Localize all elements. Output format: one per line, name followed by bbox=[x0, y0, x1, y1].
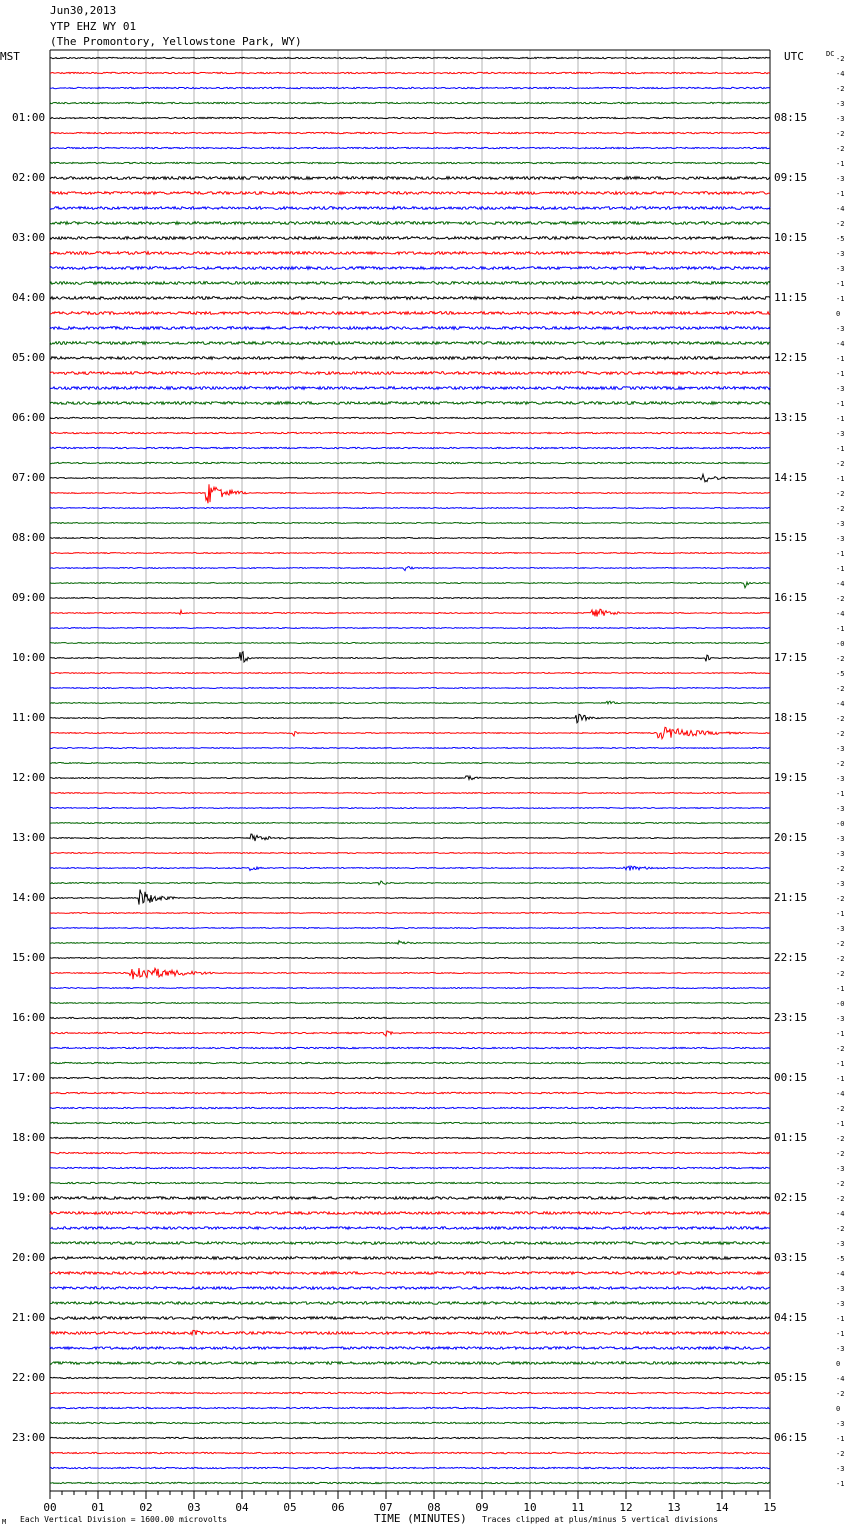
dc-offset-value: -3 bbox=[836, 805, 845, 813]
dc-offset-value: -2 bbox=[836, 145, 845, 153]
trace-blue bbox=[50, 1287, 770, 1290]
mst-hour-label: 04:00 bbox=[12, 291, 46, 304]
trace-green bbox=[50, 342, 770, 345]
dc-offset-value: -2 bbox=[836, 970, 845, 978]
utc-hour-label: 10:15 bbox=[774, 231, 808, 244]
x-tick-label: 14 bbox=[715, 1501, 729, 1514]
utc-hour-label: 15:15 bbox=[774, 531, 808, 544]
x-tick-label: 09 bbox=[475, 1501, 489, 1514]
dc-offset-value: -2 bbox=[836, 955, 845, 963]
trace-red bbox=[50, 432, 770, 433]
trace-black bbox=[50, 297, 770, 300]
mst-hour-label: 06:00 bbox=[12, 411, 46, 424]
trace-red bbox=[50, 1392, 770, 1393]
dc-offset-value: -3 bbox=[836, 175, 845, 183]
utc-hour-label: 14:15 bbox=[774, 471, 808, 484]
dc-offset-value: -0 bbox=[836, 820, 845, 828]
mst-hour-label: 01:00 bbox=[12, 111, 46, 124]
trace-green bbox=[50, 823, 770, 824]
mst-hour-label: 17:00 bbox=[12, 1071, 46, 1084]
dc-offset-value: -3 bbox=[836, 1165, 845, 1173]
utc-hour-label: 09:15 bbox=[774, 171, 808, 184]
dc-offset-value: -3 bbox=[836, 925, 845, 933]
x-tick-label: 06 bbox=[331, 1501, 345, 1514]
dc-offset-value: -3 bbox=[836, 325, 845, 333]
trace-green bbox=[50, 1182, 770, 1183]
trace-green bbox=[50, 1003, 770, 1004]
trace-black bbox=[50, 1017, 770, 1018]
x-tick-label: 00 bbox=[43, 1501, 57, 1514]
dc-offset-value: -2 bbox=[836, 130, 845, 138]
trace-black bbox=[50, 652, 770, 662]
trace-green bbox=[50, 1362, 770, 1365]
trace-blue bbox=[50, 748, 770, 749]
dc-offset-value: -2 bbox=[836, 1225, 845, 1233]
dc-offset-value: -3 bbox=[836, 1420, 845, 1428]
trace-blue bbox=[50, 1047, 770, 1048]
trace-blue bbox=[50, 267, 770, 270]
trace-red bbox=[50, 1452, 770, 1453]
plot-date: Jun30,2013 bbox=[50, 4, 117, 17]
mst-hour-label: 14:00 bbox=[12, 891, 46, 904]
mst-hour-label: 18:00 bbox=[12, 1131, 46, 1144]
mst-hour-label: 16:00 bbox=[12, 1011, 46, 1024]
trace-blue bbox=[50, 327, 770, 330]
trace-green bbox=[50, 162, 770, 163]
mst-hour-label: 08:00 bbox=[12, 531, 46, 544]
dc-offset-value: -3 bbox=[836, 880, 845, 888]
dc-offset-value: -2 bbox=[836, 460, 845, 468]
trace-red bbox=[50, 484, 770, 503]
trace-red bbox=[50, 312, 770, 315]
trace-green bbox=[50, 582, 770, 588]
dc-offset-value: -4 bbox=[836, 1210, 845, 1218]
mst-hour-label: 19:00 bbox=[12, 1191, 46, 1204]
trace-red bbox=[50, 968, 770, 979]
utc-hour-label: 02:15 bbox=[774, 1191, 808, 1204]
dc-offset-value: -4 bbox=[836, 580, 845, 588]
dc-offset-value: -1 bbox=[836, 415, 845, 423]
trace-red bbox=[50, 372, 770, 375]
trace-blue bbox=[50, 387, 770, 390]
x-tick-label: 07 bbox=[379, 1501, 393, 1514]
dc-offset-value: -5 bbox=[836, 670, 845, 678]
mst-hour-label: 07:00 bbox=[12, 471, 46, 484]
footer-mark: M bbox=[2, 1518, 7, 1526]
trace-blue bbox=[50, 567, 770, 571]
dc-offset-value: -2 bbox=[836, 490, 845, 498]
dc-offset-value: -3 bbox=[836, 745, 845, 753]
dc-offset-value: -5 bbox=[836, 1255, 845, 1263]
dc-offset-value: -3 bbox=[836, 430, 845, 438]
utc-hour-label: 18:15 bbox=[774, 711, 808, 724]
x-tick-label: 02 bbox=[139, 1501, 153, 1514]
dc-offset-value: -2 bbox=[836, 220, 845, 228]
dc-offset-value: -1 bbox=[836, 355, 845, 363]
trace-red bbox=[50, 1272, 770, 1275]
trace-red bbox=[50, 72, 770, 73]
utc-hour-label: 08:15 bbox=[774, 111, 808, 124]
dc-offset-value: -2 bbox=[836, 1135, 845, 1143]
utc-hour-label: 23:15 bbox=[774, 1011, 808, 1024]
dc-offset-value: -1 bbox=[836, 625, 845, 633]
trace-black bbox=[50, 57, 770, 58]
trace-blue bbox=[50, 688, 770, 689]
dc-offset-value: -2 bbox=[836, 595, 845, 603]
dc-offset-value: -2 bbox=[836, 865, 845, 873]
dc-offset-value: -1 bbox=[836, 1315, 845, 1323]
trace-black bbox=[50, 1437, 770, 1438]
trace-red bbox=[50, 727, 770, 738]
division-note: Each Vertical Division = 1600.00 microvolts bbox=[20, 1515, 228, 1524]
trace-green bbox=[50, 941, 770, 944]
dc-offset-value: -1 bbox=[836, 370, 845, 378]
dc-offset-value: -1 bbox=[836, 1480, 845, 1488]
trace-blue bbox=[50, 447, 770, 448]
dc-offset-value: -3 bbox=[836, 1345, 845, 1353]
trace-green bbox=[50, 1242, 770, 1245]
dc-offset-value: -3 bbox=[836, 115, 845, 123]
utc-hour-label: 03:15 bbox=[774, 1251, 808, 1264]
dc-offset-value: -0 bbox=[836, 1000, 845, 1008]
trace-black bbox=[50, 598, 770, 599]
utc-label: UTC bbox=[784, 50, 804, 63]
trace-red bbox=[50, 553, 770, 554]
dc-offset-value: -1 bbox=[836, 1120, 845, 1128]
trace-green bbox=[50, 1302, 770, 1305]
dc-offset-value: -3 bbox=[836, 1015, 845, 1023]
dc-offset-value: -2 bbox=[836, 760, 845, 768]
trace-black bbox=[50, 714, 770, 722]
utc-hour-label: 00:15 bbox=[774, 1071, 808, 1084]
utc-hour-label: 04:15 bbox=[774, 1311, 808, 1324]
trace-black bbox=[50, 834, 770, 841]
utc-hour-label: 12:15 bbox=[774, 351, 808, 364]
trace-black bbox=[50, 117, 770, 118]
dc-offset-value: -1 bbox=[836, 550, 845, 558]
dc-offset-value: -1 bbox=[836, 790, 845, 798]
dc-offset-value: -1 bbox=[836, 400, 845, 408]
dc-offset-value: -4 bbox=[836, 610, 845, 618]
trace-red bbox=[50, 1212, 770, 1215]
trace-red bbox=[50, 673, 770, 674]
dc-offset-value: -3 bbox=[836, 775, 845, 783]
dc-offset-value: -2 bbox=[836, 715, 845, 723]
dc-offset-value: -4 bbox=[836, 700, 845, 708]
utc-hour-label: 16:15 bbox=[774, 591, 808, 604]
dc-offset-value: -2 bbox=[836, 1195, 845, 1203]
trace-red bbox=[50, 609, 770, 616]
trace-blue bbox=[50, 928, 770, 929]
dc-offset-value: -4 bbox=[836, 70, 845, 78]
trace-black bbox=[50, 776, 770, 780]
x-tick-label: 01 bbox=[91, 1501, 105, 1514]
dc-offset-value: 0 bbox=[836, 1405, 841, 1413]
trace-black bbox=[50, 417, 770, 418]
utc-hour-label: 20:15 bbox=[774, 831, 808, 844]
dc-offset-value: -3 bbox=[836, 850, 845, 858]
mst-hour-label: 20:00 bbox=[12, 1251, 46, 1264]
dc-offset-value: -1 bbox=[836, 190, 845, 198]
trace-green bbox=[50, 701, 770, 704]
mst-hour-label: 13:00 bbox=[12, 831, 46, 844]
dc-offset-value: -1 bbox=[836, 1435, 845, 1443]
dc-offset-value: -5 bbox=[836, 235, 845, 243]
dc-offset-value: -1 bbox=[836, 475, 845, 483]
dc-offset-value: -4 bbox=[836, 1090, 845, 1098]
dc-label: DC bbox=[826, 50, 835, 58]
mst-hour-label: 05:00 bbox=[12, 351, 46, 364]
trace-red bbox=[50, 913, 770, 914]
trace-green bbox=[50, 102, 770, 103]
trace-blue bbox=[50, 1467, 770, 1468]
trace-black bbox=[50, 357, 770, 360]
dc-offset-value: -2 bbox=[836, 1390, 845, 1398]
x-tick-label: 13 bbox=[667, 1501, 681, 1514]
trace-red bbox=[50, 192, 770, 195]
utc-hour-label: 05:15 bbox=[774, 1371, 808, 1384]
mst-hour-label: 21:00 bbox=[12, 1311, 46, 1324]
x-tick-label: 05 bbox=[283, 1501, 297, 1514]
dc-offset-value: -3 bbox=[836, 265, 845, 273]
trace-green bbox=[50, 1422, 770, 1423]
dc-offset-value: -2 bbox=[836, 505, 845, 513]
dc-offset-value: -1 bbox=[836, 445, 845, 453]
x-tick-label: 15 bbox=[763, 1501, 777, 1514]
trace-blue bbox=[50, 207, 770, 210]
trace-black bbox=[50, 1317, 770, 1320]
trace-green bbox=[50, 1122, 770, 1123]
dc-offset-value: -2 bbox=[836, 655, 845, 663]
dc-offset-value: -1 bbox=[836, 1075, 845, 1083]
x-tick-label: 04 bbox=[235, 1501, 249, 1514]
dc-offset-value: -2 bbox=[836, 1045, 845, 1053]
trace-blue bbox=[50, 988, 770, 989]
dc-offset-value: -3 bbox=[836, 1240, 845, 1248]
trace-black bbox=[50, 1137, 770, 1138]
trace-blue bbox=[50, 508, 770, 509]
station-location: (The Promontory, Yellowstone Park, WY) bbox=[50, 35, 302, 48]
trace-blue bbox=[50, 87, 770, 88]
trace-red bbox=[50, 793, 770, 794]
dc-offset-value: -3 bbox=[836, 1285, 845, 1293]
dc-offset-value: -3 bbox=[836, 250, 845, 258]
mst-label: MST bbox=[0, 50, 20, 63]
dc-offset-value: -1 bbox=[836, 1060, 845, 1068]
dc-offset-value: -4 bbox=[836, 340, 845, 348]
trace-black bbox=[50, 1077, 770, 1078]
dc-offset-value: -2 bbox=[836, 940, 845, 948]
dc-offset-value: -1 bbox=[836, 295, 845, 303]
dc-offset-value: -3 bbox=[836, 1300, 845, 1308]
mst-hour-label: 11:00 bbox=[12, 711, 46, 724]
dc-offset-value: 0 bbox=[836, 1360, 841, 1368]
trace-green bbox=[50, 881, 770, 885]
trace-black bbox=[50, 177, 770, 180]
mst-hour-label: 12:00 bbox=[12, 771, 46, 784]
x-tick-label: 03 bbox=[187, 1501, 201, 1514]
x-tick-label: 11 bbox=[571, 1501, 585, 1514]
trace-green bbox=[50, 643, 770, 644]
dc-offset-value: -1 bbox=[836, 280, 845, 288]
trace-green bbox=[50, 1482, 770, 1483]
dc-offset-value: -1 bbox=[836, 160, 845, 168]
dc-offset-value: -3 bbox=[836, 100, 845, 108]
x-tick-label: 08 bbox=[427, 1501, 441, 1514]
dc-offset-value: -3 bbox=[836, 520, 845, 528]
trace-green bbox=[50, 462, 770, 463]
dc-offset-value: -2 bbox=[836, 85, 845, 93]
trace-black bbox=[50, 474, 770, 481]
utc-hour-label: 19:15 bbox=[774, 771, 808, 784]
dc-offset-value: -0 bbox=[836, 640, 845, 648]
trace-blue bbox=[50, 1407, 770, 1408]
trace-blue bbox=[50, 808, 770, 809]
utc-hour-label: 22:15 bbox=[774, 951, 808, 964]
dc-offset-value: -1 bbox=[836, 985, 845, 993]
clip-note: Traces clipped at plus/minus 5 vertical divisions bbox=[482, 1515, 719, 1524]
dc-offset-value: -2 bbox=[836, 1450, 845, 1458]
trace-blue bbox=[50, 1107, 770, 1108]
trace-green bbox=[50, 1062, 770, 1063]
trace-black bbox=[50, 958, 770, 959]
trace-red bbox=[50, 252, 770, 255]
x-tick-label: 10 bbox=[523, 1501, 537, 1514]
trace-blue bbox=[50, 628, 770, 629]
utc-hour-label: 21:15 bbox=[774, 891, 808, 904]
trace-green bbox=[50, 523, 770, 524]
mst-hour-label: 10:00 bbox=[12, 651, 46, 664]
dc-offset-value: 0 bbox=[836, 310, 841, 318]
dc-offset-value: -1 bbox=[836, 1030, 845, 1038]
trace-blue bbox=[50, 1167, 770, 1168]
trace-red bbox=[50, 853, 770, 854]
trace-green bbox=[50, 222, 770, 225]
dc-offset-value: -1 bbox=[836, 910, 845, 918]
dc-offset-value: -2 bbox=[836, 1105, 845, 1113]
dc-offset-value: -1 bbox=[836, 1330, 845, 1338]
dc-offset-value: -2 bbox=[836, 685, 845, 693]
trace-red bbox=[50, 1092, 770, 1093]
trace-black bbox=[50, 1257, 770, 1260]
trace-red bbox=[50, 1031, 770, 1036]
utc-hour-label: 13:15 bbox=[774, 411, 808, 424]
dc-offset-value: -2 bbox=[836, 55, 845, 63]
dc-offset-value: -2 bbox=[836, 1150, 845, 1158]
mst-hour-label: 09:00 bbox=[12, 591, 46, 604]
trace-green bbox=[50, 282, 770, 285]
trace-red bbox=[50, 1152, 770, 1153]
mst-hour-label: 22:00 bbox=[12, 1371, 46, 1384]
dc-offset-value: -2 bbox=[836, 895, 845, 903]
trace-black bbox=[50, 890, 770, 905]
trace-green bbox=[50, 763, 770, 764]
trace-blue bbox=[50, 866, 770, 870]
trace-red bbox=[50, 1330, 770, 1334]
trace-black bbox=[50, 538, 770, 539]
dc-offset-value: -4 bbox=[836, 205, 845, 213]
utc-hour-label: 17:15 bbox=[774, 651, 808, 664]
station-code: YTP EHZ WY 01 bbox=[50, 20, 137, 33]
mst-hour-label: 15:00 bbox=[12, 951, 46, 964]
trace-blue bbox=[50, 1227, 770, 1230]
dc-offset-value: -4 bbox=[836, 1270, 845, 1278]
utc-hour-label: 06:15 bbox=[774, 1431, 808, 1444]
dc-offset-value: -2 bbox=[836, 1180, 845, 1188]
utc-hour-label: 01:15 bbox=[774, 1131, 808, 1144]
dc-offset-value: -2 bbox=[836, 730, 845, 738]
trace-black bbox=[50, 237, 770, 240]
dc-offset-value: -3 bbox=[836, 835, 845, 843]
trace-blue bbox=[50, 147, 770, 148]
trace-blue bbox=[50, 1347, 770, 1350]
utc-hour-label: 11:15 bbox=[774, 291, 808, 304]
dc-offset-value: -3 bbox=[836, 1465, 845, 1473]
trace-black bbox=[50, 1377, 770, 1378]
x-axis-title: TIME (MINUTES) bbox=[374, 1512, 467, 1525]
mst-hour-label: 23:00 bbox=[12, 1431, 46, 1444]
mst-hour-label: 02:00 bbox=[12, 171, 46, 184]
x-tick-label: 12 bbox=[619, 1501, 633, 1514]
dc-offset-value: -3 bbox=[836, 385, 845, 393]
trace-black bbox=[50, 1197, 770, 1200]
trace-green bbox=[50, 402, 770, 405]
dc-offset-value: -3 bbox=[836, 535, 845, 543]
dc-offset-value: -1 bbox=[836, 565, 845, 573]
mst-hour-label: 03:00 bbox=[12, 231, 46, 244]
trace-red bbox=[50, 132, 770, 133]
dc-offset-value: -4 bbox=[836, 1375, 845, 1383]
